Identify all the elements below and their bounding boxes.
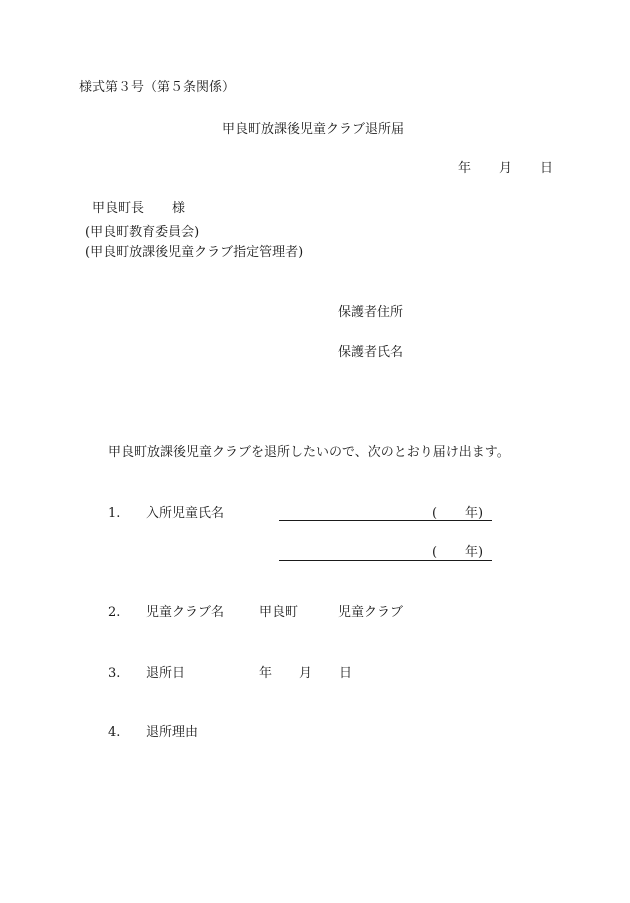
item-label-club-name: 児童クラブ名 <box>146 605 225 620</box>
withdrawal-year-label: 年 <box>259 666 273 681</box>
grade-year-label-2: 年) <box>465 545 484 560</box>
document-title: 甲良町放課後児童クラブ退所届 <box>222 122 405 137</box>
item-label-withdrawal-reason: 退所理由 <box>146 725 199 740</box>
addressee-alt-board: (甲良町教育委員会) <box>85 225 200 240</box>
guardian-address-label: 保護者住所 <box>338 305 404 320</box>
item-label-child-name: 入所児童氏名 <box>146 506 225 521</box>
date-month-label: 月 <box>499 161 513 176</box>
item-number-4: 4. <box>108 725 121 740</box>
addressee-alt-manager: (甲良町放課後児童クラブ指定管理者) <box>85 245 304 260</box>
child-name-line-1[interactable] <box>279 520 492 521</box>
item-number-1: 1. <box>108 506 121 521</box>
form-number: 様式第３号（第５条関係） <box>79 80 236 95</box>
date-year-label: 年 <box>458 161 472 176</box>
grade-year-label-1: 年) <box>465 506 484 521</box>
item-number-2: 2. <box>108 605 121 620</box>
club-suffix: 児童クラブ <box>338 605 404 620</box>
club-town-name: 甲良町 <box>259 605 299 620</box>
guardian-name-label: 保護者氏名 <box>338 345 404 360</box>
grade-open-paren-1: ( <box>432 506 438 521</box>
withdrawal-month-label: 月 <box>299 666 313 681</box>
addressee-honorific: 様 <box>172 201 186 216</box>
date-day-label: 日 <box>540 161 554 176</box>
statement-text: 甲良町放課後児童クラブを退所したいので、次のとおり届け出ます。 <box>108 445 510 460</box>
grade-open-paren-2: ( <box>432 545 438 560</box>
withdrawal-day-label: 日 <box>339 666 353 681</box>
item-number-3: 3. <box>108 666 121 681</box>
addressee-name: 甲良町長 <box>92 201 145 216</box>
child-name-line-2[interactable] <box>279 560 492 561</box>
item-label-withdrawal-date: 退所日 <box>146 666 186 681</box>
